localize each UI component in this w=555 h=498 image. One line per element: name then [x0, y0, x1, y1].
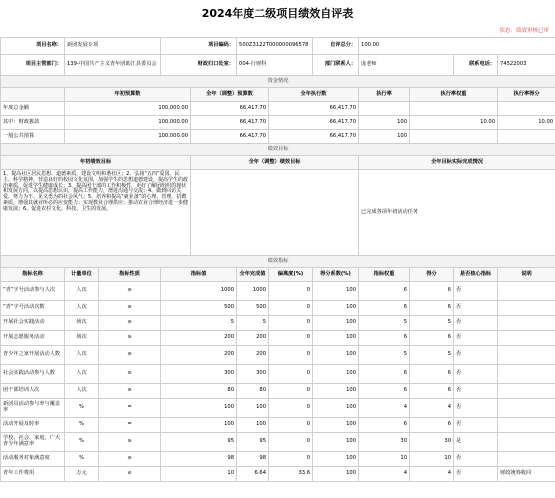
indicator-cell: 活动开展及时率 [1, 418, 65, 433]
indicator-cell: 100 [313, 433, 359, 452]
ind-header: 指标名称 [1, 268, 65, 282]
indicators-section [1, 256, 555, 268]
indicator-cell: 6 [359, 384, 410, 399]
goals-section [1, 144, 555, 156]
funds-header-adjusted: 全年（调整）预算数 [191, 88, 269, 102]
indicator-row [1, 331, 555, 346]
funds-cell: 100 [359, 116, 410, 130]
ind-header: 说明 [498, 268, 555, 282]
phone-value: 74522003 [498, 55, 555, 76]
indicator-cell: “青”字号活动次数 [1, 301, 65, 316]
indicator-cell: 300 [161, 365, 237, 384]
indicator-row [1, 365, 555, 384]
indicator-cell: 财政统筹收回 [498, 467, 555, 482]
funds-cell [410, 102, 498, 116]
funds-header-executed: 全年执行数 [269, 88, 359, 102]
indicator-cell: 5 [237, 316, 269, 331]
indicator-cell: 100 [313, 384, 359, 399]
indicator-cell: ≥ [99, 301, 161, 316]
indicator-cell: 0 [269, 301, 313, 316]
project-code-label: 项目编码： [161, 38, 237, 55]
indicator-cell: 6 [410, 365, 454, 384]
indicator-cell [498, 282, 555, 301]
funds-cell: 66,417.70 [269, 116, 359, 130]
status-text: 状态：绩效审核已审 [499, 28, 549, 34]
funds-cell: 66,417.70 [191, 130, 269, 144]
indicator-cell: 98 [237, 452, 269, 467]
indicator-cell [498, 346, 555, 365]
indicator-cell: 团干部培训人次 [1, 384, 65, 399]
indicator-cell: 300 [237, 365, 269, 384]
indicator-cell: ≥ [99, 365, 161, 384]
finance-value: 004-行财科 [237, 55, 313, 76]
goals-initial-text: 1、提高社区居民思想、道德素质，建设文明和谐社区；2、弘扬“五四”爱国、民主、科学精神，营造良好的校园文化氛围，加强学生的思想道德建设，提高学生的政治素质，促进学生健康成长；3、提高团干部的工作积极性，更好了解团组织的现状和发展方向，以提高思想认识，提高工作能力，增进沟通与交流；4、做到回访关爱，努力为不、见义勇为的社会风气；5、培养和提高“就业备”的心理、管理、招聘素质，增强其就业所必的应变能力；实现教业合理供应；推动农业合理经济进一步健康发展；6、促进农村文化、科技、卫生的发展。 [1, 170, 191, 256]
indicator-cell: 500 [161, 301, 237, 316]
indicator-cell: 新团员活动参与率与覆盖率 [1, 399, 65, 418]
indicator-cell: 1000 [161, 282, 237, 301]
indicator-cell: 10 [161, 467, 237, 482]
indicator-cell: 10 [359, 452, 410, 467]
info-row-1 [1, 38, 555, 55]
indicator-cell [498, 384, 555, 399]
indicator-cell: 6 [410, 418, 454, 433]
indicator-row [1, 418, 555, 433]
funds-cell: 一般公共预算 [1, 130, 65, 144]
indicator-cell: % [65, 452, 99, 467]
indicators-section-title: 绩效指标 [1, 256, 555, 268]
funds-cell: 10.00 [410, 116, 498, 130]
dept-label: 项目主管部门： [1, 55, 65, 76]
indicator-cell: 6 [359, 301, 410, 316]
indicator-cell [498, 365, 555, 384]
project-code-value: 500Z3122T000000096578 [237, 38, 313, 55]
indicator-row [1, 282, 555, 301]
indicator-row [1, 384, 555, 399]
contact-value: 庞老师 [359, 55, 454, 76]
goals-header-row [1, 156, 555, 170]
indicator-cell: = [99, 399, 161, 418]
indicator-cell: 4 [410, 467, 454, 482]
ind-header: 指标性质 [99, 268, 161, 282]
indicator-cell: 否 [454, 418, 498, 433]
indicator-cell: 30 [410, 433, 454, 452]
indicator-cell: ≤ [99, 467, 161, 482]
indicator-cell: ≥ [99, 316, 161, 331]
goals-header-adjusted: 全年（调整）绩效目标 [191, 156, 359, 170]
indicator-cell: 6 [359, 331, 410, 346]
indicator-cell: 100 [313, 418, 359, 433]
indicator-cell: 100 [313, 316, 359, 331]
indicator-cell: ≥ [99, 452, 161, 467]
indicator-cell: 100 [313, 365, 359, 384]
indicator-cell: ≥ [99, 384, 161, 399]
indicator-cell: 200 [237, 331, 269, 346]
funds-header-weight: 执行率权重 [410, 88, 498, 102]
goals-row [1, 170, 555, 256]
indicator-cell: 人次 [65, 301, 99, 316]
indicator-cell: 否 [454, 365, 498, 384]
indicator-cell: 0 [269, 365, 313, 384]
indicator-cell: ≥ [99, 331, 161, 346]
indicator-cell: 500 [237, 301, 269, 316]
goals-result-text: 已完成各项年初活动任务 [359, 170, 555, 256]
indicator-cell: 30 [359, 433, 410, 452]
indicator-cell: 否 [454, 467, 498, 482]
goals-header-result: 全年目标实际完成情况 [359, 156, 555, 170]
funds-cell: 10.00 [498, 116, 555, 130]
indicator-cell: 6 [410, 384, 454, 399]
indicator-cell: 5 [410, 316, 454, 331]
indicator-cell: 0 [269, 316, 313, 331]
indicator-cell: 0 [269, 384, 313, 399]
indicator-cell: 青少年之家开展活动人数 [1, 346, 65, 365]
goals-section-title: 绩效目标 [1, 144, 555, 156]
indicator-cell: 200 [161, 346, 237, 365]
indicator-cell: 社会实践活动参与人数 [1, 365, 65, 384]
self-score-value: 100.00 [359, 38, 555, 55]
phone-label: 联系电话： [454, 55, 498, 76]
indicator-cell: 6 [410, 301, 454, 316]
funds-header-rate: 执行率 [359, 88, 410, 102]
indicator-cell: 5 [410, 346, 454, 365]
funds-cell: 其中：财政拨款 [1, 116, 65, 130]
indicator-cell: 100 [313, 399, 359, 418]
indicator-cell: 200 [161, 331, 237, 346]
indicator-cell: % [65, 433, 99, 452]
indicator-cell: 98 [161, 452, 237, 467]
indicator-cell: 6 [359, 365, 410, 384]
indicator-cell: 6 [410, 282, 454, 301]
indicator-cell: 33.6 [269, 467, 313, 482]
funds-section-title: 资金情况 [1, 76, 555, 88]
indicator-cell: = [99, 418, 161, 433]
indicator-row [1, 301, 555, 316]
indicator-cell: 青年工作费用 [1, 467, 65, 482]
funds-cell: 66,417.70 [269, 102, 359, 116]
page-title: 2024年度二级项目绩效自评表 [201, 7, 354, 20]
indicator-cell: 100 [161, 418, 237, 433]
indicator-cell: 人次 [65, 346, 99, 365]
funds-cell: 66,417.70 [191, 116, 269, 130]
indicator-cell: “青”字号活动参与人次 [1, 282, 65, 301]
indicator-cell: ≥ [99, 282, 161, 301]
indicator-cell: 0 [269, 346, 313, 365]
indicator-cell: 5 [161, 316, 237, 331]
funds-cell: 66,417.70 [269, 130, 359, 144]
indicator-cell: 否 [454, 282, 498, 301]
funds-section [1, 76, 555, 88]
funds-header-row [1, 88, 555, 102]
funds-cell: 100,000.00 [65, 102, 191, 116]
evaluation-table [0, 37, 555, 482]
indicator-row [1, 467, 555, 482]
indicator-cell [498, 301, 555, 316]
indicator-cell: 100 [313, 282, 359, 301]
indicator-cell [498, 433, 555, 452]
indicator-cell: 6 [359, 418, 410, 433]
finance-label: 财政归口处室： [161, 55, 237, 76]
indicator-cell: 100 [313, 467, 359, 482]
indicator-row [1, 452, 555, 467]
funds-cell: 100 [359, 130, 410, 144]
project-name-value: 新团发展专项 [65, 38, 161, 55]
indicator-cell [498, 331, 555, 346]
indicator-cell: 4 [359, 467, 410, 482]
ind-header: 得分 [410, 268, 454, 282]
indicator-cell [498, 316, 555, 331]
indicator-cell: 6 [410, 331, 454, 346]
indicator-cell: 活动服务对象满意度 [1, 452, 65, 467]
ind-header: 偏离度(%) [269, 268, 313, 282]
indicator-cell [498, 399, 555, 418]
indicator-row [1, 399, 555, 418]
indicator-cell: % [65, 418, 99, 433]
indicator-cell: 100 [313, 301, 359, 316]
indicator-cell: 人次 [65, 282, 99, 301]
ind-header: 指标权重 [359, 268, 410, 282]
indicator-cell: 人次 [65, 365, 99, 384]
indicator-cell: 95 [161, 433, 237, 452]
indicator-cell: 否 [454, 384, 498, 399]
indicators-header-row [1, 268, 555, 282]
goals-header-initial: 年初绩效目标 [1, 156, 191, 170]
indicator-cell: 0 [269, 399, 313, 418]
indicator-cell: ≥ [99, 433, 161, 452]
info-row-2 [1, 55, 555, 76]
indicator-cell: 5 [359, 346, 410, 365]
indicator-cell: 万元 [65, 467, 99, 482]
indicator-cell: 0 [269, 282, 313, 301]
indicator-cell [498, 452, 555, 467]
indicator-cell: 100 [313, 331, 359, 346]
indicator-cell: 否 [454, 452, 498, 467]
indicator-cell [498, 418, 555, 433]
indicator-cell: 4 [410, 399, 454, 418]
ind-header: 是否核心指标 [454, 268, 498, 282]
funds-header-score: 执行率得分 [498, 88, 555, 102]
indicator-cell: 80 [161, 384, 237, 399]
ind-header: 全年完成值 [237, 268, 269, 282]
indicator-cell: 0 [269, 452, 313, 467]
dept-value: 139-中国共产主义青年团助江县委员会 [65, 55, 161, 76]
funds-cell: 100,000.00 [65, 116, 191, 130]
indicator-cell: 场次 [65, 316, 99, 331]
funds-cell [359, 102, 410, 116]
indicator-cell: 80 [237, 384, 269, 399]
ind-header: 得分系数(%) [313, 268, 359, 282]
indicator-cell: 人次 [65, 384, 99, 399]
indicator-cell: 1000 [237, 282, 269, 301]
indicator-cell: 6.64 [237, 467, 269, 482]
indicator-row [1, 316, 555, 331]
funds-header-blank [1, 88, 65, 102]
funds-cell [498, 102, 555, 116]
ind-header: 指标值 [161, 268, 237, 282]
indicator-cell: 100 [313, 452, 359, 467]
indicator-cell: 否 [454, 346, 498, 365]
indicator-cell: 场次 [65, 331, 99, 346]
indicator-cell: 0 [269, 331, 313, 346]
contact-label: 部门联系人： [313, 55, 359, 76]
indicator-cell: 否 [454, 399, 498, 418]
project-name-label: 项目名称： [1, 38, 65, 55]
indicator-cell: ≥ [99, 346, 161, 365]
indicator-cell: 100 [237, 418, 269, 433]
indicator-cell: 开展志愿服务活动 [1, 331, 65, 346]
indicator-cell: 否 [454, 316, 498, 331]
indicator-cell: 100 [161, 399, 237, 418]
funds-cell [498, 130, 555, 144]
indicator-cell: 100 [237, 399, 269, 418]
indicator-row [1, 433, 555, 452]
indicator-cell: 10 [410, 452, 454, 467]
self-score-label: 自评总分： [313, 38, 359, 55]
indicator-cell: 开展社会实践活动 [1, 316, 65, 331]
funds-cell [410, 130, 498, 144]
funds-cell: 年度总金额 [1, 102, 65, 116]
indicator-cell: 是 [454, 433, 498, 452]
indicator-cell: 95 [237, 433, 269, 452]
indicator-cell: 6 [359, 282, 410, 301]
indicator-cell: 否 [454, 301, 498, 316]
ind-header: 计量单位 [65, 268, 99, 282]
indicator-cell: 4 [359, 399, 410, 418]
indicator-cell: 0 [269, 418, 313, 433]
funds-cell: 100,000.00 [65, 130, 191, 144]
funds-row [1, 102, 555, 116]
indicator-cell: 5 [359, 316, 410, 331]
funds-row [1, 130, 555, 144]
goals-adjusted-text [191, 170, 359, 256]
indicator-row [1, 346, 555, 365]
indicator-cell: % [65, 399, 99, 418]
indicator-cell: 200 [237, 346, 269, 365]
indicator-cell: 100 [313, 346, 359, 365]
indicator-cell: 否 [454, 331, 498, 346]
indicator-cell: 学校、社会、家庭、广大青少年满意率 [1, 433, 65, 452]
funds-header-initial: 年初预算数 [65, 88, 191, 102]
funds-cell: 66,417.70 [191, 102, 269, 116]
indicator-cell: 0 [269, 433, 313, 452]
funds-row [1, 116, 555, 130]
indicators-body [1, 282, 555, 482]
